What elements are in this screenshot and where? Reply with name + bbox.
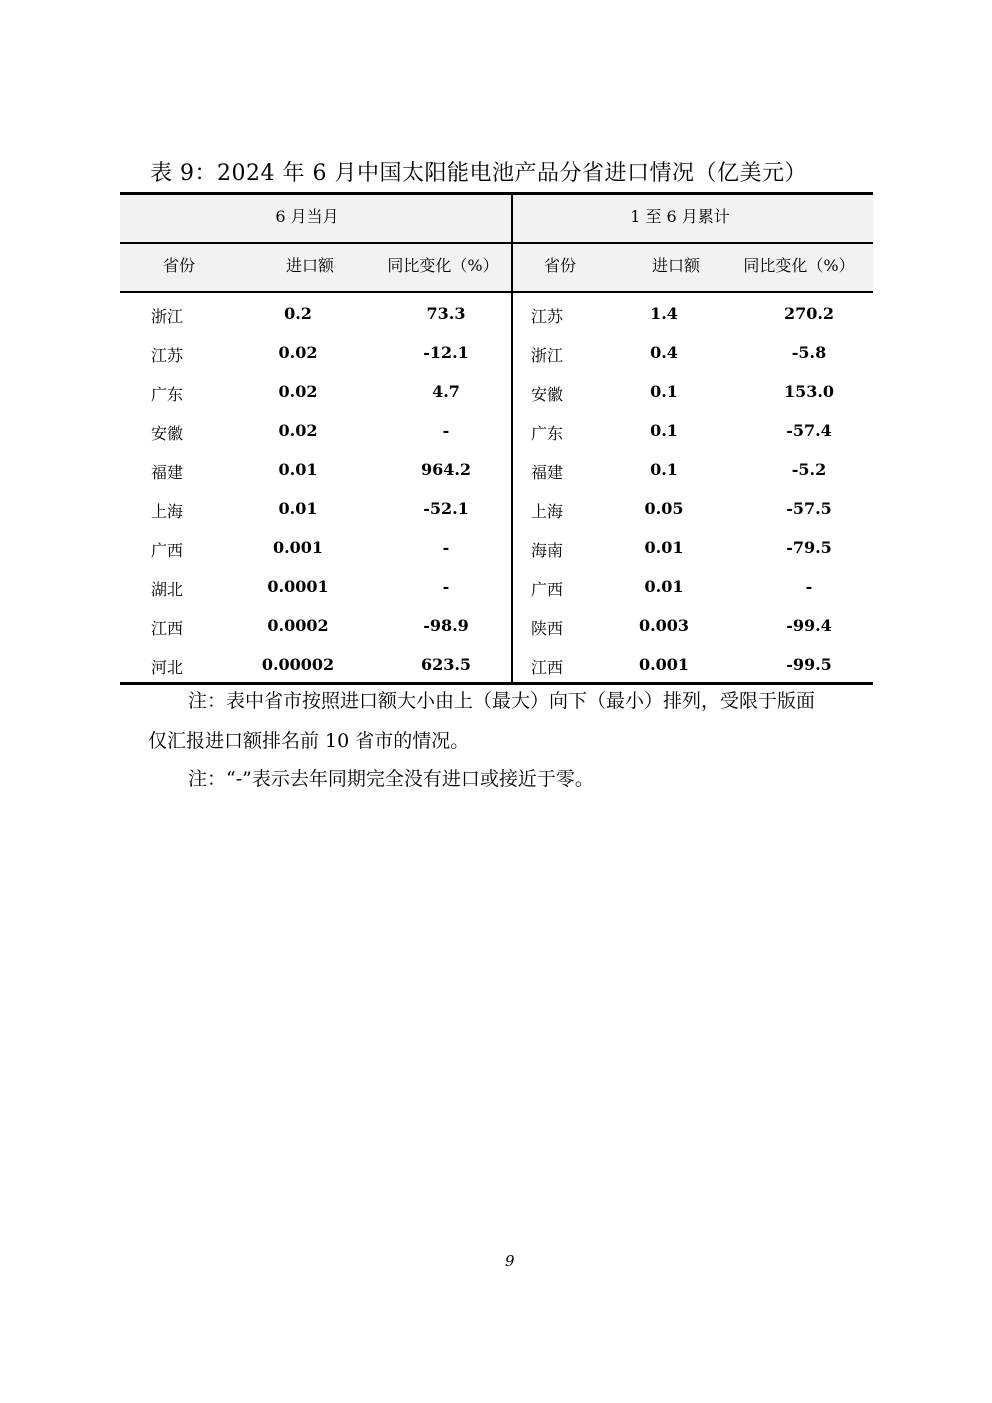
june-change-cell: -12.1 (423, 343, 469, 362)
june-import-cell: 0.2 (284, 304, 312, 323)
col-header-change-right: 同比变化（%） (743, 256, 855, 275)
june-import-cell: 0.0001 (267, 577, 329, 596)
ytd-import-cell: 1.4 (650, 304, 678, 323)
ytd-import-cell: 0.1 (650, 460, 678, 479)
note-1-line-2: 仅汇报进口额排名前 10 省市的情况。 (148, 730, 470, 752)
ytd-province-cell: 广东 (531, 424, 564, 443)
june-import-cell: 0.001 (272, 538, 324, 557)
june-change-cell: - (442, 538, 450, 557)
ytd-import-cell: 0.003 (638, 616, 690, 635)
june-import-cell: 0.01 (278, 499, 318, 518)
june-change-cell: 73.3 (426, 304, 466, 323)
ytd-import-cell: 0.001 (638, 655, 690, 674)
ytd-import-cell: 0.01 (644, 538, 684, 557)
ytd-import-cell: 0.01 (644, 577, 684, 596)
header-divider (120, 242, 873, 244)
section-divider (511, 195, 513, 682)
ytd-change-cell: -57.5 (786, 499, 832, 518)
june-import-cell: 0.02 (278, 382, 318, 401)
ytd-province-cell: 安徽 (531, 385, 564, 404)
june-province-cell: 福建 (151, 463, 184, 482)
ytd-import-cell: 0.05 (644, 499, 684, 518)
june-change-cell: -98.9 (423, 616, 469, 635)
june-province-cell: 浙江 (151, 307, 184, 326)
page-number: 9 (505, 1252, 515, 1270)
ytd-province-cell: 江苏 (531, 307, 564, 326)
group-header-band (120, 195, 873, 242)
june-import-cell: 0.01 (278, 460, 318, 479)
june-change-cell: 964.2 (420, 460, 472, 479)
ytd-province-cell: 陕西 (531, 619, 564, 638)
ytd-province-cell: 广西 (531, 580, 564, 599)
june-province-cell: 上海 (151, 502, 184, 521)
ytd-change-cell: -99.4 (786, 616, 832, 635)
ytd-province-cell: 浙江 (531, 346, 564, 365)
import-table (120, 192, 873, 685)
table-title: 表 9：2024 年 6 月中国太阳能电池产品分省进口情况（亿美元） (150, 161, 807, 186)
note-1-line-1: 注：表中省市按照进口额大小由上（最大）向下（最小）排列，受限于版面 (188, 690, 816, 712)
col-header-import-left: 进口额 (285, 256, 335, 275)
ytd-province-cell: 福建 (531, 463, 564, 482)
june-import-cell: 0.00002 (261, 655, 335, 674)
col-header-province-right: 省份 (544, 256, 577, 275)
group-header-ytd: 1 至 6 月累计 (630, 207, 730, 226)
ytd-import-cell: 0.4 (650, 343, 678, 362)
ytd-province-cell: 上海 (531, 502, 564, 521)
june-change-cell: 4.7 (432, 382, 460, 401)
ytd-change-cell: -79.5 (786, 538, 832, 557)
ytd-import-cell: 0.1 (650, 421, 678, 440)
june-province-cell: 安徽 (151, 424, 184, 443)
group-header-june: 6 月当月 (275, 207, 339, 226)
ytd-change-cell: - (805, 577, 813, 596)
june-province-cell: 江西 (151, 619, 184, 638)
june-province-cell: 广东 (151, 385, 184, 404)
ytd-province-cell: 江西 (531, 658, 564, 677)
col-header-import-right: 进口额 (651, 256, 701, 275)
june-change-cell: 623.5 (420, 655, 472, 674)
note-2: 注：“-”表示去年同期完全没有进口或接近于零。 (188, 768, 594, 790)
col-header-change-left: 同比变化（%） (387, 256, 499, 275)
june-change-cell: - (442, 577, 450, 596)
col-header-province-left: 省份 (163, 256, 196, 275)
june-province-cell: 广西 (151, 541, 184, 560)
ytd-import-cell: 0.1 (650, 382, 678, 401)
header-bottom-rule (120, 291, 873, 293)
ytd-change-cell: -5.8 (791, 343, 827, 362)
ytd-change-cell: -57.4 (786, 421, 832, 440)
june-change-cell: -52.1 (423, 499, 469, 518)
ytd-change-cell: -5.2 (791, 460, 827, 479)
ytd-change-cell: 270.2 (783, 304, 835, 323)
june-import-cell: 0.02 (278, 421, 318, 440)
june-import-cell: 0.02 (278, 343, 318, 362)
june-province-cell: 河北 (151, 658, 184, 677)
ytd-province-cell: 海南 (531, 541, 564, 560)
ytd-change-cell: -99.5 (786, 655, 832, 674)
june-province-cell: 湖北 (151, 580, 184, 599)
june-import-cell: 0.0002 (267, 616, 329, 635)
ytd-change-cell: 153.0 (783, 382, 835, 401)
june-province-cell: 江苏 (151, 346, 184, 365)
june-change-cell: - (442, 421, 450, 440)
